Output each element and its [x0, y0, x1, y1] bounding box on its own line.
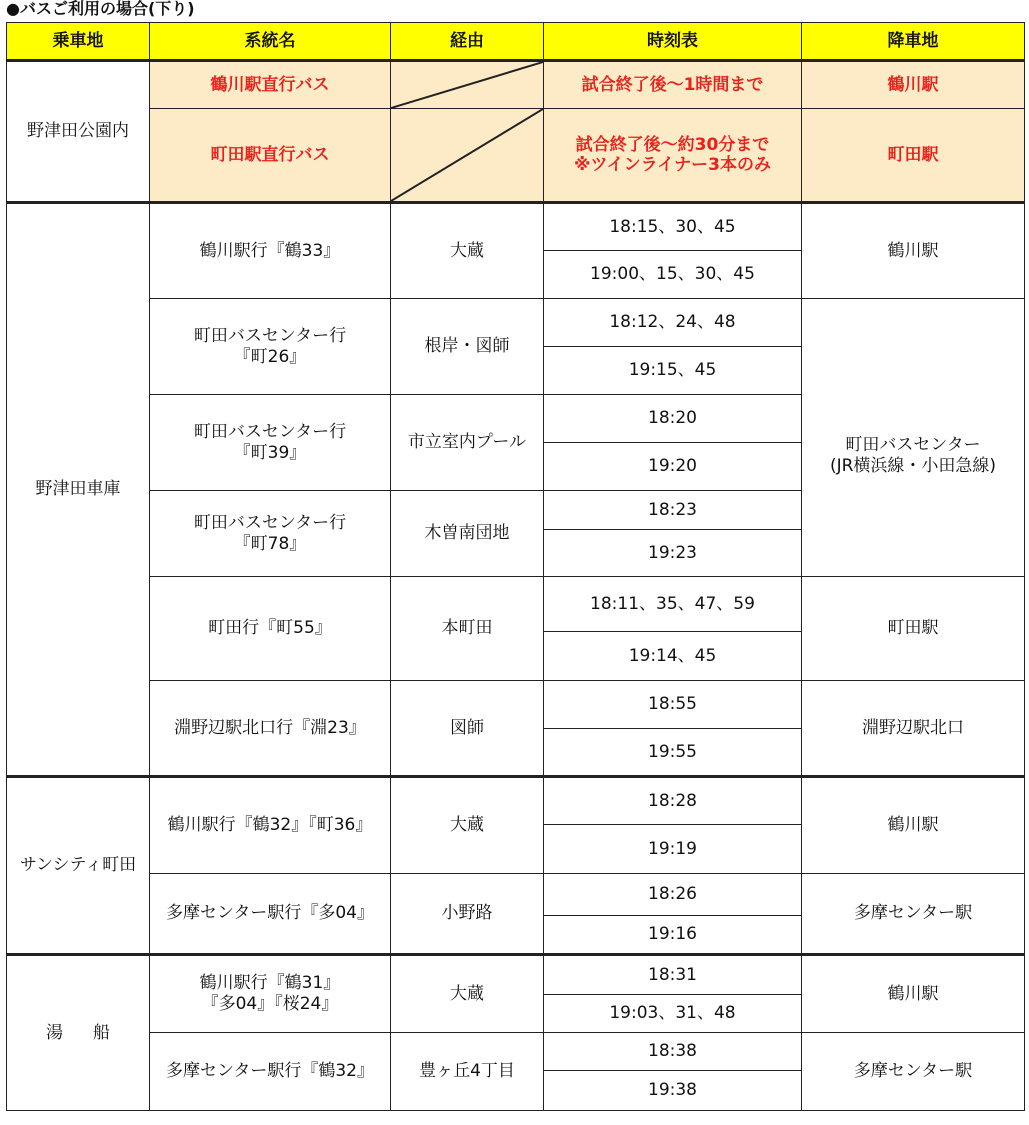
time-cell: 18:38: [544, 1033, 802, 1071]
via: 豊ヶ丘4丁目: [391, 1033, 544, 1111]
header-boarding: 乗車地: [7, 23, 150, 61]
table-row: [7, 577, 1025, 632]
time-cell: 18:20: [544, 395, 802, 443]
destination: 多摩センター駅: [802, 874, 1025, 955]
time-cell: 19:38: [544, 1071, 802, 1111]
bus-timetable: [6, 22, 1025, 1111]
boarding-stop: [7, 955, 150, 1111]
time-cell: 18:31: [544, 955, 802, 995]
table-row: [7, 203, 1025, 251]
header-route: 系統名: [150, 23, 391, 61]
route-name: 鶴川駅行『鶴33』: [150, 203, 391, 299]
time-cell: 19:03、31、48: [544, 995, 802, 1033]
page-title: ●バスご利用の場合(下り): [6, 0, 195, 18]
time-cell: 19:55: [544, 729, 802, 777]
header-timetable: 時刻表: [544, 23, 802, 61]
boarding-stop-label: 湯船: [46, 1022, 140, 1043]
header-via: 経由: [391, 23, 544, 61]
route-name: 鶴川駅行『鶴31』 『多04』『桜24』: [150, 955, 391, 1033]
boarding-stop: 野津田車庫: [7, 203, 150, 777]
table-row: [7, 777, 1025, 825]
time-cell: 18:15、30、45: [544, 203, 802, 251]
table-row: [7, 874, 1025, 916]
via: 図師: [391, 681, 544, 777]
timetable-cell: 試合終了後～約30分まで ※ツインライナー3本のみ: [544, 109, 802, 203]
table-header-row: [7, 23, 1025, 61]
route-name: 鶴川駅行『鶴32』『町36』: [150, 777, 391, 874]
time-cell: 19:00、15、30、45: [544, 251, 802, 299]
via: 大蔵: [391, 955, 544, 1033]
route-name: 淵野辺駅北口行『淵23』: [150, 681, 391, 777]
via: 大蔵: [391, 203, 544, 299]
time-cell: 18:11、35、47、59: [544, 577, 802, 632]
time-cell: 18:28: [544, 777, 802, 825]
via: 根岸・図師: [391, 299, 544, 395]
time-cell: 18:12、24、48: [544, 299, 802, 347]
via: 小野路: [391, 874, 544, 955]
timetable-cell: 試合終了後～1時間まで: [544, 61, 802, 109]
time-cell: 18:23: [544, 491, 802, 530]
route-name: 町田バスセンター行 『町39』: [150, 395, 391, 491]
table-row: [7, 61, 1025, 109]
destination: 町田駅: [802, 577, 1025, 681]
table-row: [7, 955, 1025, 995]
table-row: [7, 1033, 1025, 1071]
route-name: 鶴川駅直行バス: [150, 61, 391, 109]
time-cell: 18:26: [544, 874, 802, 916]
route-name: 町田駅直行バス: [150, 109, 391, 203]
time-cell: 18:55: [544, 681, 802, 729]
diagonal-line: [391, 62, 543, 108]
destination: 鶴川駅: [802, 777, 1025, 874]
time-cell: 19:23: [544, 530, 802, 577]
time-cell: 19:19: [544, 825, 802, 874]
destination: 町田駅: [802, 109, 1025, 203]
destination: 鶴川駅: [802, 955, 1025, 1033]
table-row: [7, 109, 1025, 203]
destination: 鶴川駅: [802, 61, 1025, 109]
via: 本町田: [391, 577, 544, 681]
destination: 淵野辺駅北口: [802, 681, 1025, 777]
time-cell: 19:15、45: [544, 347, 802, 395]
via-empty: [391, 109, 544, 203]
destination: 鶴川駅: [802, 203, 1025, 299]
via: 市立室内プール: [391, 395, 544, 491]
boarding-stop: 野津田公園内: [7, 61, 150, 203]
via-empty: [391, 61, 544, 109]
time-cell: 19:14、45: [544, 632, 802, 681]
route-name: 町田行『町55』: [150, 577, 391, 681]
route-name: 町田バスセンター行 『町26』: [150, 299, 391, 395]
route-name: 町田バスセンター行 『町78』: [150, 491, 391, 577]
via: 大蔵: [391, 777, 544, 874]
via: 木曽南団地: [391, 491, 544, 577]
destination: 多摩センター駅: [802, 1033, 1025, 1111]
time-cell: 19:20: [544, 443, 802, 491]
route-name: 多摩センター駅行『多04』: [150, 874, 391, 955]
diagonal-line: [391, 109, 543, 201]
table-row: [7, 681, 1025, 729]
destination: 町田バスセンター (JR横浜線・小田急線): [802, 299, 1025, 577]
time-cell: 19:16: [544, 916, 802, 955]
table-row: [7, 299, 1025, 347]
header-destination: 降車地: [802, 23, 1025, 61]
route-name: 多摩センター駅行『鶴32』: [150, 1033, 391, 1111]
boarding-stop: サンシティ町田: [7, 777, 150, 955]
